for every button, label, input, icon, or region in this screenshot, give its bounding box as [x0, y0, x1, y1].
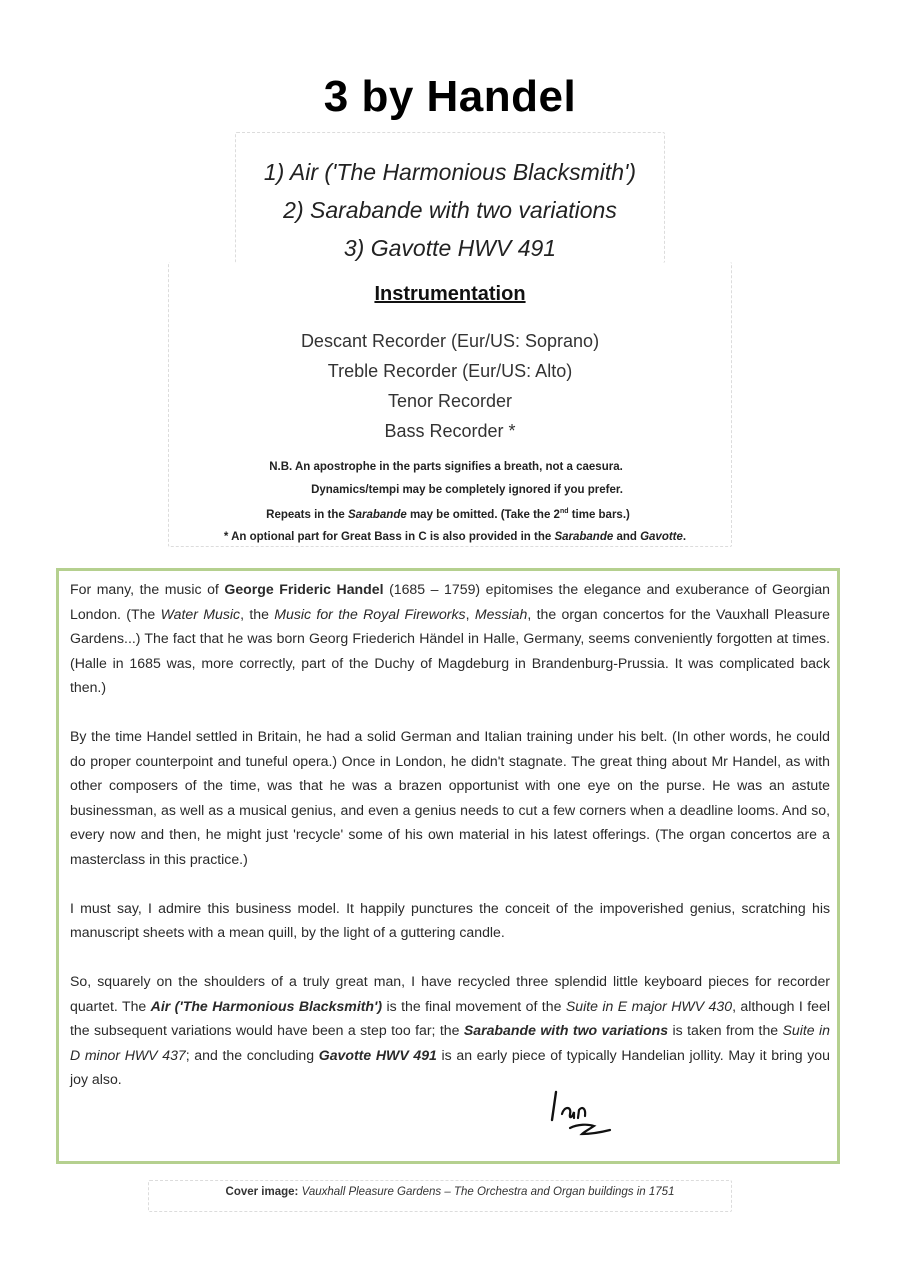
note-line: * An optional part for Great Bass in C is also provided in the Sarabande and Gavotte.: [223, 531, 687, 544]
instrumentation-heading: Instrumentation: [374, 283, 526, 305]
paragraph: So, squarely on the shoulders of a truly great man, I have recycled three splendid little keyboard pieces for recorder quartet. The Air ('The Harmonious Blacksmith') is the final movement of the Suite in E major HWV 430, although I feel the subsequent variations would have been a step too far; the Sarabande with two variations is taken from the Suite in D minor HWV 437; and the concluding Gavotte HWV 491 is an early piece of typically Handelian jollity. May it bring you joy also.: [70, 973, 830, 1087]
instrument-item: Tenor Recorder: [387, 391, 513, 411]
piece-list: [0, 153, 900, 267]
piece-item: 1) Air ('The Harmonious Blacksmith'): [263, 159, 637, 185]
note-line: N.B. An apostrophe in the parts signifies a breath, not a caesura.: [269, 461, 623, 473]
note-line: Repeats in the Sarabande may be omitted. (Take the 2nd time bars.): [266, 508, 630, 521]
page-title: 3 by Handel: [323, 72, 577, 121]
instrument-item: Treble Recorder (Eur/US: Alto): [327, 361, 573, 381]
note-line: Dynamics/tempi may be completely ignored if you prefer.: [311, 483, 623, 496]
instrument-item: Descant Recorder (Eur/US: Soprano): [300, 331, 600, 351]
paragraph: For many, the music of George Frideric Handel (1685 – 1759) epitomises the elegance and exuberance of Georgian London. (The Water Music, the Music for the Royal Fireworks, Messiah, the organ concertos for the Vauxhall Pleasure Gardens...) The fact that he was born Georg Friederich Händel in Halle, Germany, seems conveniently forgotten at times. (Halle in 1685 was, more correctly, part of the Duchy of Magdeburg in Brandenburg-Prussia. It was complicated back then.): [70, 581, 831, 695]
cover-image-caption: [0, 1186, 900, 1198]
performance-notes: [0, 456, 900, 549]
piece-item: 3) Gavotte HWV 491: [343, 235, 557, 261]
handwritten-signature: [548, 1084, 628, 1144]
instrument-item: Bass Recorder *: [384, 421, 516, 441]
caption-label: Cover image:: [225, 1186, 299, 1198]
instrument-list: [0, 326, 900, 446]
piece-item: 2) Sarabande with two variations: [283, 197, 617, 223]
paragraph: I must say, I admire this business model. It happily punctures the conceit of the impoverished genius, scratching his manuscript sheets with a mean quill, by the light of a guttering candle.: [70, 899, 830, 940]
caption-text: Vauxhall Pleasure Gardens – The Orchestra and Organ buildings in 1751: [298, 1186, 675, 1198]
paragraph: By the time Handel settled in Britain, he had a solid German and Italian training under his belt. (In other words, he could do proper counterpoint and tuneful opera.) Once in London, he didn't stagnate. The great thing about Mr Handel, as with other composers of the time, was that he was a brazen opportunist with one eye on the purse. He was an astute businessman, as well as a musical genius, and even a genius needs to cut a few corners when a deadline looms. And so, every now and then, he might just 'recycle' some of his own material in his latest offerings. (The organ concertos are a masterclass in this practice.): [70, 728, 830, 867]
intro-text: [70, 577, 830, 1116]
